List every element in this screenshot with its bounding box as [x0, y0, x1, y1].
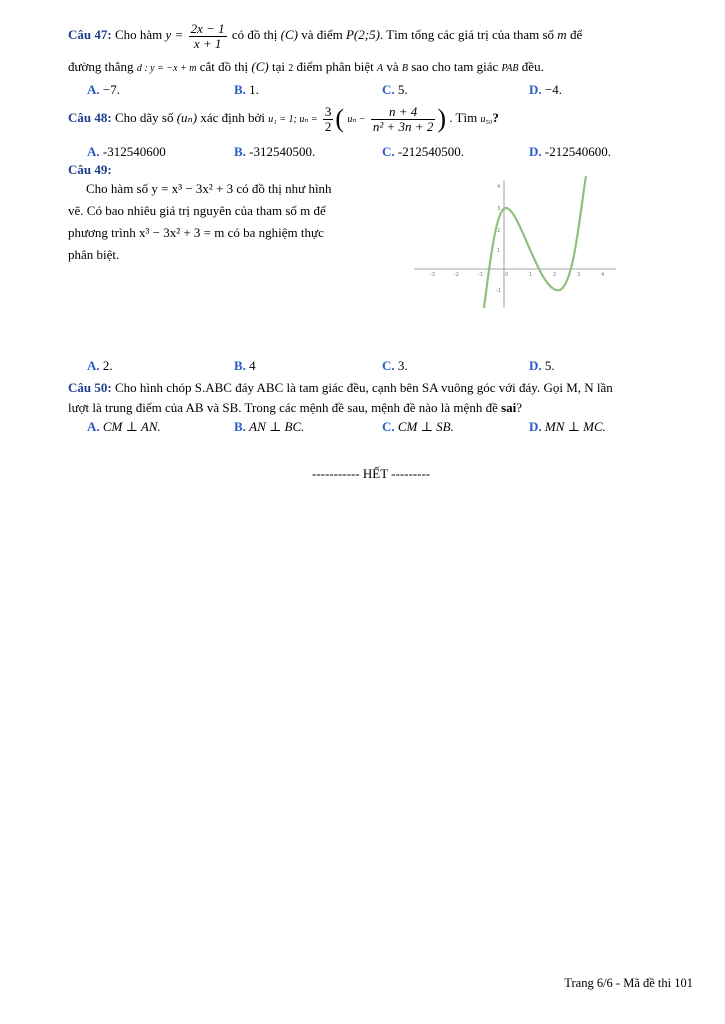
fraction-3-over-2: $\frac{3}{2}$ — [324, 103, 332, 134]
question-50-line2: lượt là trung điểm của AB và SB. Trong các mệnh đề sau, mệnh đề nào là mệnh đề sai? — [68, 400, 523, 415]
x-tick-label: 2 — [553, 272, 557, 278]
x-tick-label: 3 — [577, 272, 581, 278]
y-tick-label: 1 — [497, 248, 501, 254]
fraction-2x-1-over-x+1: $\frac{2x - 1}{x + 1}$ — [190, 21, 225, 51]
fraction-n+4-over-quadratic: $\frac{n + 4}{\text{n² + 3n + 2}}$ — [372, 103, 434, 134]
question-50-line1: Câu 50: Cho hình chóp S.ABC đáy ABC là tam giác đều, cạnh bên SA vuông góc với đáy. Gọi M, N lần — [68, 380, 613, 395]
question-50-label: Câu 50: — [68, 380, 112, 395]
q49-option-c[interactable]: C. 3. — [382, 358, 408, 373]
q48-option-a[interactable]: A. -312540600 — [87, 144, 166, 159]
q50-option-d[interactable]: D. MN ⊥ MC. — [529, 419, 606, 434]
question-49-label: Câu 49: — [68, 162, 112, 177]
question-48-line: Câu 48: Cho dãy số (uₙ) xác định bởi u₁ = 1; uₙ = $\frac{3}{2}$ ( uₙ − $\frac{n + 4}{\text{n² + 3n + 2}}$ ) . Tìm u₅₀? — [68, 103, 499, 134]
x-tick-label: 0 — [505, 272, 509, 278]
y-tick-label: 2 — [497, 228, 501, 234]
y-tick-label: -1 — [496, 288, 501, 294]
q50-option-b[interactable]: B. AN ⊥ BC. — [234, 419, 305, 434]
question-47-label: Câu 47: — [68, 27, 112, 43]
q47-option-b[interactable]: B. 1. — [234, 82, 259, 97]
x-tick-label: -1 — [478, 272, 483, 278]
q48-option-d[interactable]: D. -212540600. — [529, 144, 611, 159]
q49-option-a[interactable]: A. 2. — [87, 358, 113, 373]
q47-option-a[interactable]: A. −7. — [87, 82, 120, 97]
question-47-line1: Câu 47: Cho hàm y = $\frac{2x - 1}{x + 1}$ có đồ thị (C) và điểm P(2;5). Tìm tổng các giá trị của tham số m để — [68, 21, 583, 51]
q47-option-d[interactable]: D. −4. — [529, 82, 562, 97]
q49-option-d[interactable]: D. 5. — [529, 358, 555, 373]
x-tick-label: 1 — [529, 272, 533, 278]
page-footer: Trang 6/6 - Mã đề thi 101 — [564, 976, 693, 990]
y-tick-label: 4 — [497, 184, 501, 190]
question-49-text: Cho hàm số y = x³ − 3x² + 3 có đồ thị như hình vẽ. Có bao nhiêu giá trị nguyên của tham số m để phương trình x³ − 3x² + 3 = m có ba nghiệm thực phân biệt. — [68, 181, 332, 262]
x-tick-label: -3 — [430, 272, 435, 278]
q49-option-b[interactable]: B. 4 — [234, 358, 256, 373]
q50-option-a[interactable]: A. CM ⊥ AN. — [87, 419, 161, 434]
y-tick-label: 3 — [497, 206, 501, 212]
cubic-function-graph — [410, 172, 620, 312]
q50-option-c[interactable]: C. CM ⊥ SB. — [382, 419, 454, 434]
question-48-label: Câu 48: — [68, 109, 112, 125]
q48-option-c[interactable]: C. -212540500. — [382, 144, 464, 159]
q48-option-b[interactable]: B. -312540500. — [234, 144, 316, 159]
x-tick-label: 4 — [601, 272, 605, 278]
question-47-line2: đường thẳng d : y = −x + m cắt đồ thị (C) tại 2 điểm phân biệt A và B sao cho tam giác PAB đều. — [68, 59, 544, 74]
end-marker: ----------- HẾT --------- — [312, 466, 431, 481]
x-tick-label: -2 — [454, 272, 459, 278]
q47-option-c[interactable]: C. 5. — [382, 82, 408, 97]
